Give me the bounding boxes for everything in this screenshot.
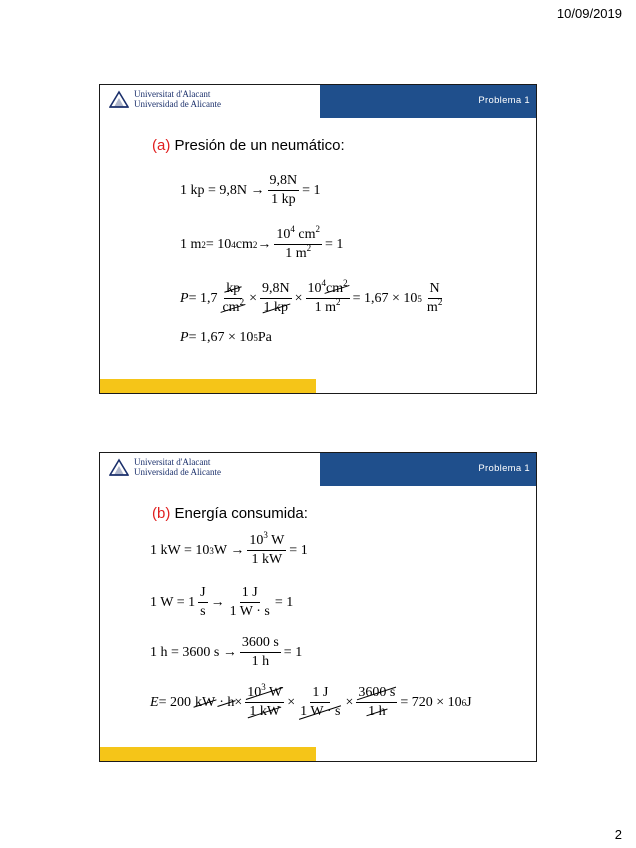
equation-kw-to-w: 1 kW = 10 3 W → $\frac{10^3 W}{1 kW}$ = 1 [150,530,308,567]
denominator: 1 W · s [229,604,270,619]
eq-lhs: 1 kW = 10 [150,542,210,558]
cancelled-unit: · h [219,694,235,710]
denominator: $m^2$ [426,297,443,315]
slide-a [99,84,537,394]
equation-pressure-conversion: P = 1,7 $\frac{kp}{cm^2}$ × $\frac{9,8N}{1 kp}$ × $\frac{10^4cm^2}{1 m^2}$ = 1,67 × 10 5 $\frac{N}{m^2}$ [180,278,443,315]
fraction [198,585,207,620]
numerator: 9,8N [260,281,292,299]
unit: J [466,694,472,710]
denominator: 1 h [251,654,270,669]
university-logo [109,457,221,477]
times-sign: × [345,694,354,710]
part-title: Energía consumida: [174,505,308,522]
numerator: N [428,281,442,299]
fraction [260,281,292,316]
eq-term: cm [235,236,253,252]
fraction [274,224,322,262]
times-sign: × [294,290,303,306]
fraction [240,635,281,670]
eq-term: 1 m [180,236,202,252]
numerator: J [198,585,207,603]
equation-w-to-joule [150,585,293,620]
numerator: kp [224,281,242,299]
problem-label: Problema 1 [478,463,530,474]
numerator: 1 J [240,585,260,603]
fraction [268,173,300,208]
times-sign: × [234,694,243,710]
slide-header [100,85,536,118]
eq-rhs: = 1 [302,182,321,198]
eq-term: = 200 [158,694,191,710]
denominator: $cm^2$ [222,297,245,315]
part-letter: (b) [152,505,171,522]
fraction [245,682,284,720]
fraction [298,685,342,720]
eq-term: = 10 [205,236,232,252]
cancelled-unit: kW [194,694,216,710]
equation-energy-result: E = 200 kW · h × $\frac{10^3 W}{1 kW}$ × $\frac{1 J}{1 W \cdot s}$ × $\frac{3600 s}{1 h}$ = 720 × 10 6 J [150,682,472,719]
eq-rhs: = 1 [289,542,308,558]
times-sign: × [249,290,257,306]
fraction [356,685,397,720]
arrow: → [210,594,225,610]
numerator: $10^4cm^2$ [306,281,350,299]
eq-rhs: = 1 [274,594,294,610]
university-name-line2: Universidad de Alicante [134,99,221,109]
denominator: 1 $m^2$ [285,243,312,261]
footer-bar [100,747,316,761]
slide-title [152,505,308,522]
numerator: $10^3$ W [245,685,284,703]
eq-lhs: 1 kp = 9,8N → [180,182,265,198]
university-name-line2: Universidad de Alicante [134,467,221,477]
denominator: 1 kp [263,300,289,315]
numerator: $10^3$ W [247,533,286,551]
equation-hour-to-seconds [150,635,302,670]
denominator: 1 kW [251,552,283,567]
slide-title [152,137,345,154]
numerator: $10^4$ $cm^2$ [274,227,322,245]
eq-term: = 1,67 × 10 [188,330,254,345]
slide-b [99,452,537,762]
eq-result: = 720 × 10 [400,694,462,710]
university-logo-icon [109,89,129,109]
page-date: 10/09/2019 [556,6,622,21]
unit: Pa [257,330,272,345]
denominator: 1 kp [271,192,296,207]
university-logo [109,89,221,109]
problem-label: Problema 1 [478,95,530,106]
denominator: 1 h [368,704,386,719]
page-number: 2 [614,827,622,842]
arrow: → [257,236,272,252]
numerator: 9,8N [268,173,300,191]
university-name-line1: Universitat d'Alacant [134,89,211,99]
numerator: 3600 s [356,685,397,703]
eq-term: = 1,7 [188,290,218,306]
denominator: s [200,604,206,619]
part-letter: (a) [152,137,171,154]
denominator: 1 kW [249,704,281,719]
fraction [425,281,444,316]
fraction [306,278,350,316]
variable-p: P [180,330,189,345]
eq-result: = 1,67 × 10 [352,290,418,306]
equation-pressure-result: P = 1,67 × 10 5 Pa [180,330,272,345]
denominator: 1 $m^2$ [314,297,341,315]
equation-m2-to-cm2: 1 m 2 = 10 4 cm 2 → $\frac{10^4 cm^2}{1 m^2}$ = 1 [180,224,344,261]
numerator: 3600 s [240,635,281,653]
university-name-line1: Universitat d'Alacant [134,457,211,467]
fraction [228,585,272,620]
times-sign: × [287,694,296,710]
equation-kp-to-newton [180,173,321,208]
part-title: Presión de un neumático: [174,137,345,154]
footer-bar [100,379,316,393]
slide-header [100,453,536,486]
eq-lhs: 1 W = 1 [150,594,196,610]
eq-rhs: = 1 [283,644,303,660]
university-logo-icon [109,457,129,477]
variable-p: P [180,290,189,306]
denominator: 1 W · s [300,704,341,719]
variable-e: E [150,694,159,710]
fraction [247,530,286,568]
header-band [320,453,536,486]
numerator: 1 J [310,685,330,703]
eq-lhs: 1 h = 3600 s → [150,644,237,660]
fraction [220,281,246,316]
header-band [320,85,536,118]
eq-term: W → [213,542,245,558]
eq-rhs: = 1 [325,236,344,252]
